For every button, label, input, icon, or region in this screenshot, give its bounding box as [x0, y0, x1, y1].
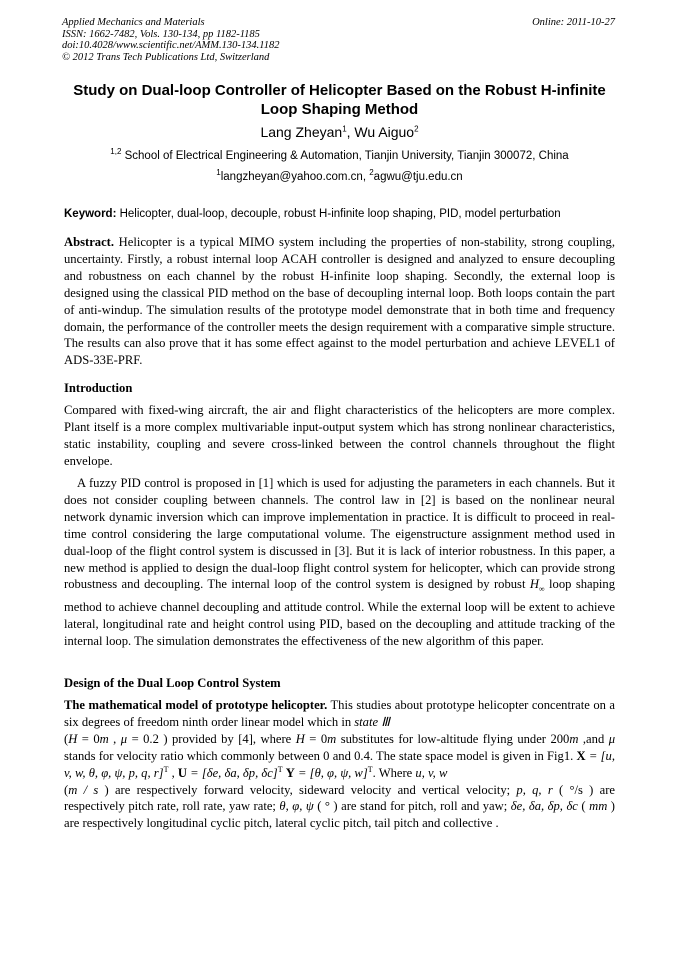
- doi-line: doi:10.4028/www.scientific.net/AMM.130-134.1182: [62, 40, 280, 51]
- angle-symbols: θ, φ, ψ: [279, 799, 314, 814]
- email-2[interactable]: agwu@tju.edu.cn: [373, 171, 463, 183]
- keyword-label: Keyword:: [64, 208, 117, 220]
- design-text-10: ,: [168, 765, 178, 780]
- y-transpose: T: [367, 764, 373, 774]
- mu-symbol-2: μ: [608, 731, 616, 746]
- keywords: [64, 207, 615, 222]
- abstract-label: Abstract.: [64, 235, 115, 249]
- online-date: Online: 2011-10-27: [532, 17, 615, 28]
- control-symbols: δe, δa, δp, δc: [510, 799, 578, 814]
- velocity-symbols: u, v, w: [415, 765, 448, 780]
- email-line: [64, 170, 615, 185]
- u-transpose: T: [277, 764, 283, 774]
- intro-paragraph-1: Compared with fixed-wing aircraft, the air and flight characteristics of the helicopters are more complex. Plant itself is a more complex multivariable input-output system which has strong nonlinear characteristics, static instability, coupling and severe cross-linked between the control channels throughout the flight envelope.: [64, 403, 615, 468]
- design-text-8: ,and: [578, 731, 609, 746]
- email-1-sup: 1: [216, 168, 221, 178]
- journal-name: Applied Mechanics and Materials: [62, 17, 205, 28]
- author-1-sup: 1: [342, 124, 347, 134]
- design-text-3: = 0: [77, 731, 100, 746]
- unit-m-3: m: [569, 731, 579, 746]
- design-text-18: ) are respectively longitudinal cyclic pitch, lateral cyclic pitch, tail pitch and collective .: [64, 799, 615, 831]
- paper-title: Study on Dual-loop Controller of Helicopter Based on the Robust H-infinite Loop Shaping Method: [73, 82, 606, 118]
- design-text-12: . Where: [372, 765, 416, 780]
- copyright-line: © 2012 Trans Tech Publications Ltd, Switzerland: [62, 51, 270, 63]
- design-text-16: ( ° ) are stand for pitch, roll and yaw;: [313, 799, 511, 814]
- abstract-text: Helicopter is a typical MIMO system including the properties of non-stability, strong coupling, uncertainty. Firstly, a robust internal loop ACAH controller is designed and analyzed to ensure decoupling and robustness on each channel by the robust H-infinite loop shaping. Secondly, the external loop is designed using the classical PID method on the base of decoupling internal loop. Both loops contain the part of anti-windup. The simulation results of the prototype model demonstrate that in both time and frequency domain, the performance of the controller meets the design requirement with a comparative simple structure. The results can also prove that it has some effect against to the model perturbation and achieve LEVEL1 of ADS-33E-PRF.: [64, 235, 615, 368]
- height-symbol: H: [68, 731, 78, 746]
- h-infinity-sub: ∞: [538, 584, 545, 594]
- x-transpose: T: [163, 764, 169, 774]
- design-text-14: ) are respectively forward velocity, sideward velocity and vertical velocity;: [98, 782, 517, 797]
- design-text-15: ( °/s ) are respectively pitch rate, roll rate, yaw rate;: [64, 782, 615, 814]
- height-symbol-2: H: [295, 731, 305, 746]
- output-vector-y: Y: [285, 765, 295, 780]
- design-text-17: (: [577, 799, 590, 814]
- affiliation: [64, 149, 615, 164]
- introduction-heading: Introduction: [64, 381, 133, 395]
- state-label: state Ⅲ: [354, 714, 390, 729]
- keyword-text: Helicopter, dual-loop, decouple, robust H-infinite loop shaping, PID, model perturbation: [116, 208, 561, 220]
- intro-paragraph-2: [64, 475, 615, 650]
- model-lead: The mathematical model of prototype helicopter.: [64, 698, 328, 712]
- design-text-2: (: [64, 731, 69, 746]
- rate-symbols: p, q, r: [516, 782, 553, 797]
- design-text-6: = 0: [304, 731, 328, 746]
- design-paragraph: [64, 697, 615, 832]
- affiliation-text: School of Electrical Engineering & Automation, Tianjin University, Tianjin 300072, China: [121, 150, 569, 162]
- design-text-1: This studies about prototype helicopter concentrate on a six degrees of freedom ninth order linear model which in: [64, 698, 615, 729]
- input-vector-u-def: = [δe, δa, δp, δc]: [187, 765, 278, 780]
- mu-symbol-1: μ: [120, 731, 128, 746]
- affiliation-sup: 1,2: [110, 147, 122, 157]
- h-infinity-symbol: H: [529, 577, 539, 592]
- issn-line: ISSN: 1662-7482, Vols. 130-134, pp 1182-1185: [62, 28, 260, 40]
- input-vector-u: U: [177, 765, 188, 780]
- unit-m-2: m: [327, 731, 337, 746]
- author-separator: ,: [346, 124, 355, 140]
- design-text-7: substitutes for low-altitude flying under 200: [336, 731, 570, 746]
- author-2-sup: 2: [414, 124, 419, 134]
- unit-m-1: m: [99, 731, 109, 746]
- email-separator: ,: [362, 171, 370, 183]
- author-2: Wu Aiguo: [354, 124, 415, 140]
- abstract: [64, 234, 615, 369]
- design-text-13: (: [64, 782, 69, 797]
- intro-p2-part-a: A fuzzy PID control is proposed in [1] which is used for adjusting the parameters in each channels. But it does not consider coupling between channels. The control law in [2] is based on the nonlinear neural network dynamic inversion which can improve implementation in practice. It is difficult to proceed in real-time control considering the large computational volume. The eigenstructure assignment method used in dual-loop of the flight control system is discussed in [3]. But it is lack of interior robustness. In this paper, a new method is applied to design the dual-loop flight control system for helicopter, which can provide strong robustness and decoupling. The internal loop of the control system is designed by robust: [64, 476, 615, 592]
- state-vector-x-def: = [u, v, w, θ, φ, ψ, p, q, r]: [64, 748, 615, 780]
- journal-header: [62, 17, 279, 63]
- design-heading: Design of the Dual Loop Control System: [64, 676, 281, 690]
- design-text-4: ,: [108, 731, 121, 746]
- author-line: [64, 123, 615, 141]
- intro-p2-part-b: loop shaping method to achieve channel decoupling and attitude control. While the external loop will be extent to achieve lateral, longitudinal rate and height control using PID, based on the decoupling and attitude tracking of the internal loop. The simulation demonstrates the effectiveness of the new algorithm of this paper.: [64, 577, 615, 648]
- unit-m-per-s: m / s: [68, 782, 99, 797]
- email-1[interactable]: langzheyan@yahoo.com.cn: [220, 171, 363, 183]
- design-text-9: stands for velocity ratio which commonly between 0 and 0.4. The state space model is given in Fig1.: [64, 748, 577, 763]
- unit-mm: mm: [589, 799, 608, 814]
- author-1: Lang Zheyan: [260, 124, 343, 140]
- design-text-5: = 0.2 ) provided by [4], where: [127, 731, 296, 746]
- output-vector-y-def: = [θ, φ, ψ, w]: [294, 765, 368, 780]
- state-vector-x: X: [576, 748, 586, 763]
- email-2-sup: 2: [369, 168, 374, 178]
